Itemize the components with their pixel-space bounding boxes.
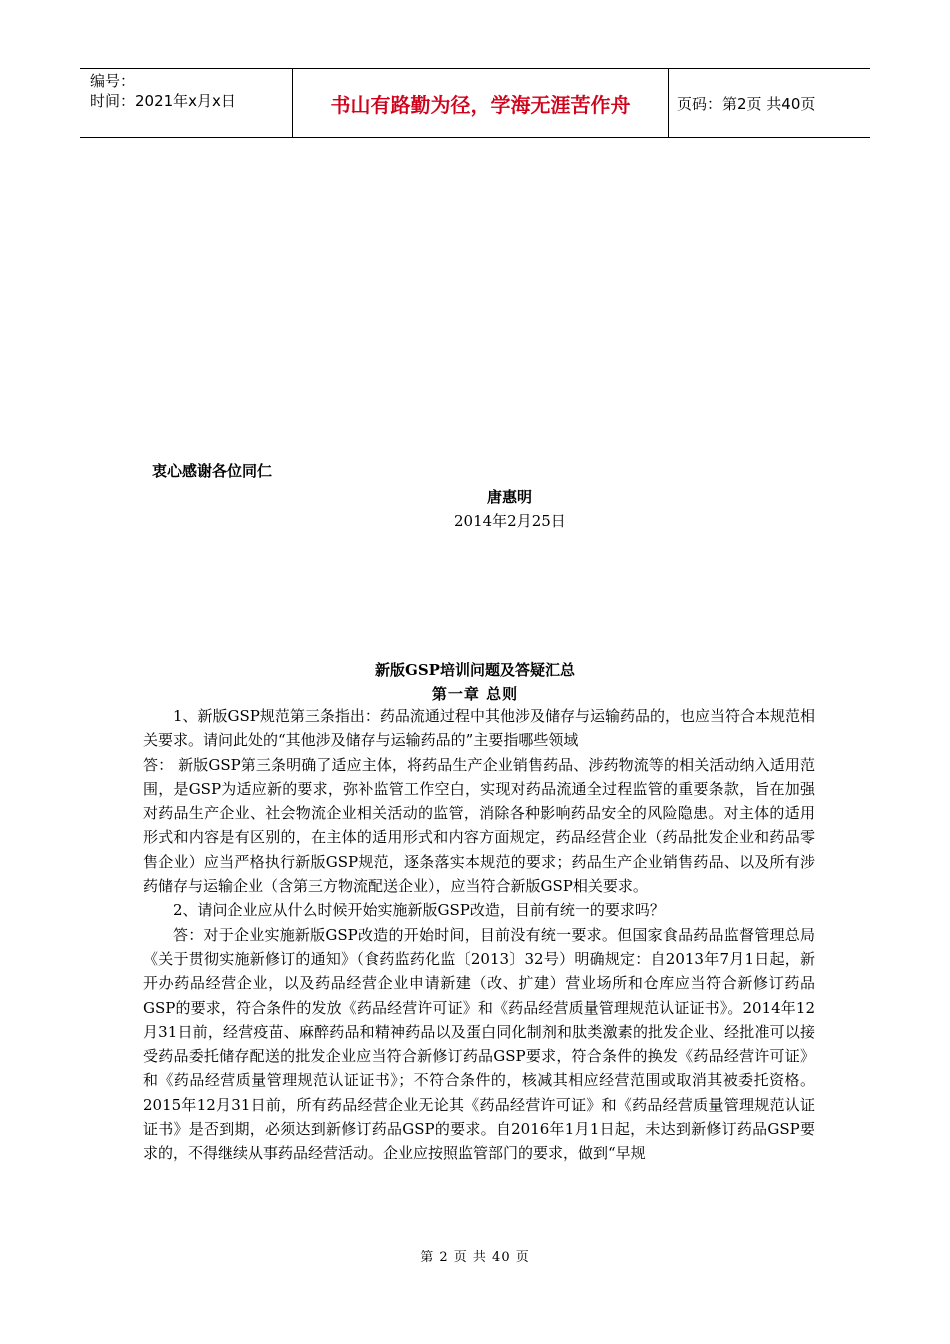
- author-name: 唐惠明: [487, 488, 533, 506]
- thanks-line: 衷心感谢各位同仁: [152, 462, 273, 480]
- header-page-code: 页码：第2页 共40页: [677, 94, 816, 113]
- document-title: 新版GSP培训问题及答疑汇总: [375, 661, 575, 679]
- chapter-heading: 第一章 总则: [431, 685, 519, 703]
- answer-2: 答：对于企业实施新版GSP改造的开始时间，目前没有统一要求。但国家食品药品监督管理总局《关于贯彻实施新修订的通知》（食药监药化监〔2013〕32号）明确规定：自2013年7月1日起，新开办药品经营企业，以及药品经营企业申请新建（改、扩建）营业场所和仓库应当符合新修订药品GSP的要求，符合条件的发放《药品经营许可证》和《药品经营质量管理规范认证证书》。2014年12月31日前，经营疫苗、麻醉药品和精神药品以及蛋白同化制剂和肽类激素的批发企业、经批准可以接受药品委托储存配送的批发企业应当符合新修订药品GSP要求，符合条件的换发《药品经营许可证》和《药品经营质量管理规范认证证书》；不符合条件的，核减其相应经营范围或取消其被委托资格。2015年12月31日前，所有药品经营企业无论其《药品经营许可证》和《药品经营质量管理规范认证证书》是否到期，必须达到新修订药品GSP的要求。自2016年1月1日起，未达到新修订药品GSP要求的，不得继续从事药品经营活动。企业应按照监管部门的要求，做到“早规: [143, 925, 815, 1163]
- number-label: 编号：: [90, 72, 136, 90]
- time-label: 时间：2021年x月x日: [90, 92, 236, 110]
- header-motto: 书山有路勤为径，学海无涯苦作舟: [293, 69, 669, 137]
- document-body: [143, 704, 815, 1166]
- question-2: 2、请问企业应从什么时候开始实施新版GSP改造，目前有统一的要求吗？: [173, 901, 665, 920]
- signature-date: 2014年2月25日: [454, 512, 566, 530]
- question-1: 1、新版GSP规范第三条指出：药品流通过程中其他涉及储存与运输药品的，也应当符合本规范相关要求。请问此处的“其他涉及储存与运输药品的”主要指哪些领域: [143, 707, 815, 750]
- answer-1: 答： 新版GSP第三条明确了适应主体，将药品生产企业销售药品、涉药物流等的相关活动纳入适用范围，是GSP为适应新的要求，弥补监管工作空白，实现对药品流通全过程监管的重要条款，旨在加强对药品生产企业、社会物流企业相关活动的监管，消除各种影响药品安全的风险隐患。对主体的适用形式和内容是有区别的，在主体的适用形式和内容方面规定，药品经营企业（药品批发企业和药品零售企业）应当严格执行新版GSP规范，逐条落实本规范的要求；药品生产企业销售药品、以及所有涉药储存与运输企业（含第三方物流配送企业），应当符合新版GSP相关要求。: [143, 755, 815, 896]
- page-footer: 第 2 页 共 40 页: [420, 1250, 530, 1265]
- page-header: [80, 68, 870, 138]
- header-meta: [80, 69, 293, 137]
